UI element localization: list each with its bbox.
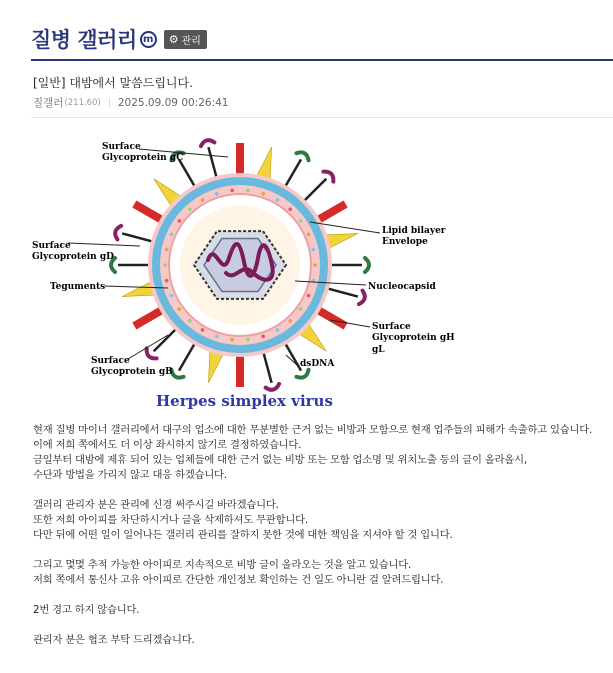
label-tegument: Teguments: [50, 282, 106, 292]
paragraph-gap: [33, 618, 611, 633]
manage-button-label: 관리: [181, 35, 201, 47]
label-gh-2: Glycoprotein gH: [372, 333, 455, 343]
envelope-dot: [230, 338, 234, 342]
body-line: 저희 쪽에서 통신사 고유 아이피로 간단한 개인정보 확인하는 건 일도 아니란 걸 알려드립니다.: [33, 574, 444, 586]
post-meta: [33, 95, 228, 110]
envelope-dot: [261, 335, 265, 339]
envelope-dot: [165, 248, 169, 252]
body-line: 그리고 몇몇 추적 가능한 아이피로 지속적으로 비방 글이 올라오는 것을 알고 있습니다.: [33, 559, 412, 571]
envelope-dot: [201, 198, 205, 202]
meta-separator: |: [107, 97, 111, 108]
spike-stalk: [208, 147, 216, 178]
envelope-dot: [178, 307, 182, 311]
paragraph-gap: [33, 588, 611, 603]
envelope-dot: [288, 207, 292, 211]
gallery-header: [31, 24, 207, 54]
spike-stalk: [304, 179, 327, 202]
envelope-dot: [307, 233, 311, 237]
envelope-dot: [276, 198, 280, 202]
spike-head: [171, 370, 183, 378]
envelope-dot: [230, 189, 234, 193]
spike-head: [266, 384, 280, 390]
post-author-ip: (211.60): [64, 97, 101, 108]
label-gh-1: Surface: [372, 322, 411, 332]
envelope-dot: [215, 192, 219, 196]
envelope-dot: [288, 319, 292, 323]
minor-gallery-icon: m: [140, 31, 157, 48]
spike-head: [359, 291, 365, 305]
label-gd-1: Surface: [32, 241, 71, 251]
figure-caption: Herpes simplex virus: [156, 392, 333, 410]
herpes-virus-diagram: [30, 130, 470, 415]
label-nucleocapsid: Nucleocapsid: [368, 282, 436, 292]
spike-head: [296, 152, 308, 160]
body-line: 수단과 방법을 가리지 않고 대응 하겠습니다.: [33, 469, 227, 481]
paragraph-gap: [33, 543, 611, 558]
post-body: [33, 423, 611, 648]
spike-bar: [132, 307, 164, 330]
gear-icon: ⚙: [168, 32, 179, 46]
spike-head: [115, 226, 121, 240]
body-line: 다만 뒤에 어떤 일이 일어나든 갤러리 관리를 잘하지 못한 것에 대한 책임을 지셔야 할 것 입니다.: [33, 529, 453, 541]
post-date: 2025.09.09 00:26:41: [117, 96, 229, 109]
paragraph-gap: [33, 483, 611, 498]
label-lipid-2: Envelope: [382, 237, 428, 247]
envelope-dot: [201, 328, 205, 332]
body-line: 2번 경고 하지 않습니다.: [33, 604, 140, 616]
envelope-dot: [178, 219, 182, 223]
spike-stalk: [285, 159, 301, 187]
label-gh-3: gL: [372, 345, 385, 355]
header-divider: [31, 59, 613, 61]
spike-bar: [236, 143, 244, 175]
label-gc-2: Glycoprotein gC: [102, 153, 184, 163]
manage-button[interactable]: [164, 30, 207, 49]
post-title: [일반] 대밤에서 말씀드립니다.: [33, 76, 193, 90]
body-line: 관리자 분은 협조 부탁 드리겠습니다.: [33, 634, 195, 646]
envelope-dot: [246, 189, 250, 193]
body-line: 또한 저희 아이피를 차단하시거나 글을 삭제하셔도 무관합니다.: [33, 514, 308, 526]
spike-stalk: [179, 343, 195, 371]
envelope-dot: [312, 248, 316, 252]
envelope-dot: [188, 207, 192, 211]
envelope-dot: [215, 335, 219, 339]
spike-stalk: [154, 329, 177, 352]
body-line: 현재 질병 마이너 갤러리에서 대구의 업소에 대한 무분별한 근거 없는 비방과 모함으로 현재 업주들의 피해가 속출하고 있습니다.: [33, 424, 593, 436]
spike-stalk: [327, 288, 358, 296]
label-dsdna: dsDNA: [300, 359, 335, 369]
envelope-dot: [299, 219, 303, 223]
meta-divider: [31, 117, 613, 118]
envelope-dot: [165, 279, 169, 283]
body-line: 이에 저희 쪽에서도 더 이상 좌시하지 않기로 결정하였습니다.: [33, 439, 302, 451]
label-gb-2: Glycoprotein gB: [91, 367, 173, 377]
envelope-dot: [246, 338, 250, 342]
envelope-dot: [313, 263, 317, 267]
post-author[interactable]: 질갤러: [33, 97, 64, 109]
envelope-dot: [276, 328, 280, 332]
spike-head: [365, 258, 369, 272]
envelope-dot: [261, 192, 265, 196]
body-line: 금일부터 대밤에 제휴 되어 있는 업체들에 대한 근거 없는 비방 또는 모함 업소명 및 위치노출 등의 글이 올라올시,: [33, 454, 527, 466]
spike-bar: [316, 201, 348, 224]
spike-stalk: [263, 352, 271, 383]
body-line: 갤러리 관리자 분은 관리에 신경 써주시길 바라겠습니다.: [33, 499, 279, 511]
label-gb-1: Surface: [91, 356, 130, 366]
spike-head: [201, 140, 215, 146]
gallery-title[interactable]: 질병 갤러리: [31, 28, 137, 52]
spike-bar: [236, 355, 244, 387]
spike-stalk: [122, 233, 153, 241]
label-lipid-1: Lipid bilayer: [382, 226, 446, 236]
label-gc-1: Surface: [102, 142, 141, 152]
envelope-dot: [299, 307, 303, 311]
label-gd-2: Glycoprotein gD: [32, 252, 114, 262]
spike-bar: [132, 201, 164, 224]
spike-head: [296, 370, 308, 378]
envelope-dot: [170, 294, 174, 298]
leader-gd: [68, 243, 140, 246]
envelope-dot: [163, 263, 167, 267]
spike-stalk: [179, 159, 195, 187]
spike-bar: [316, 307, 348, 330]
envelope-dot: [188, 319, 192, 323]
envelope-dot: [307, 294, 311, 298]
envelope-dot: [170, 233, 174, 237]
